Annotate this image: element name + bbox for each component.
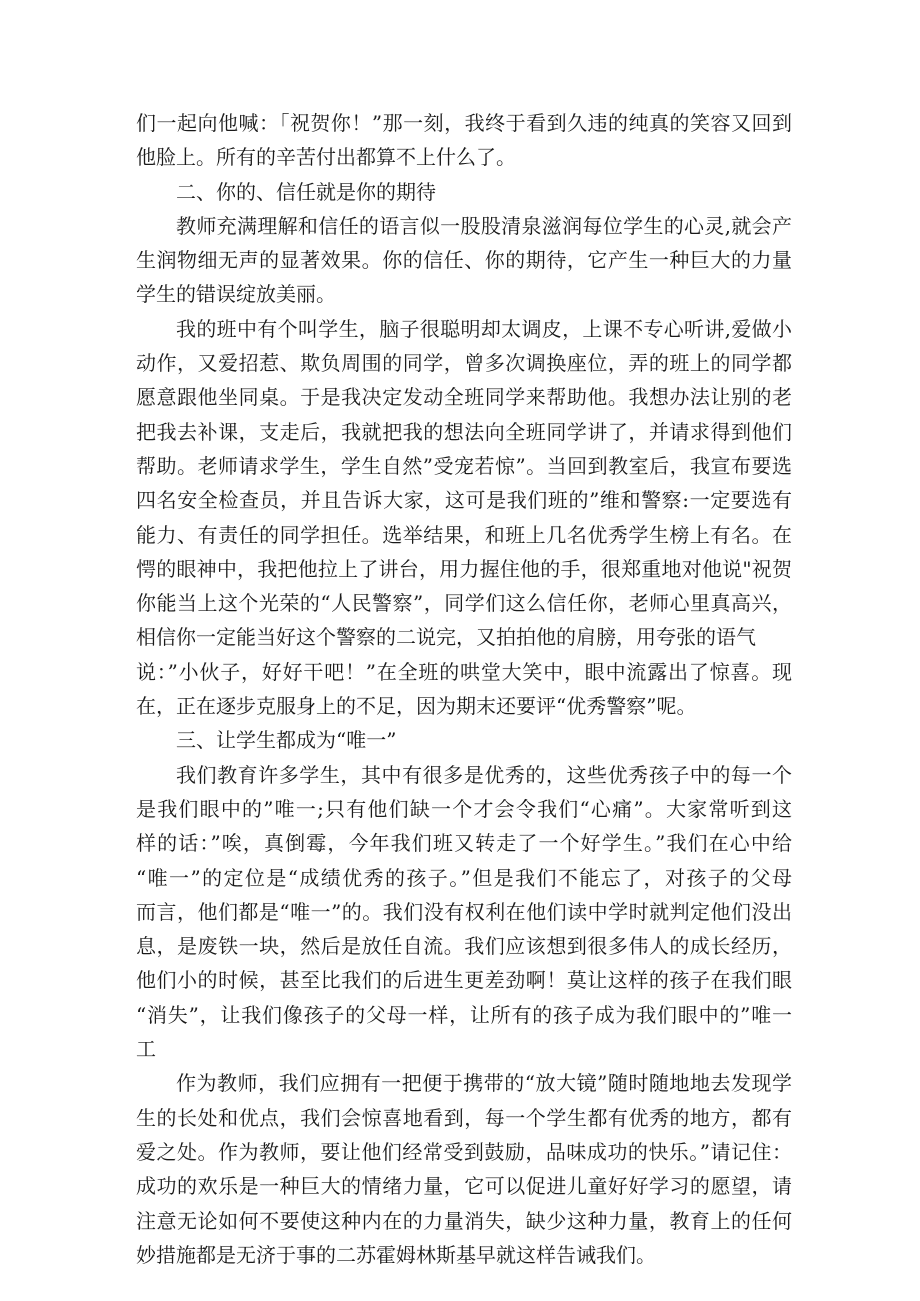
text-line: 他脸上。所有的辛苦付出都算不上什么了。: [136, 145, 516, 170]
text-line: 生的长处和优点，我们会惊喜地看到，每一个学生都有优秀的地方，都有: [136, 1105, 792, 1130]
text-line: 们一起向他喊：「祝贺你！”那一刻，我终于看到久违的纯真的笑容又回到: [136, 111, 792, 135]
text-line: 愕的眼神中，我把他拉上了讲台，用力握住他的手，很郑重地对他说"祝贺: [136, 556, 792, 581]
document-body: [136, 106, 792, 1272]
text-line: 说：”小伙子，好好干吧！”在全班的哄堂大笑中，眼中流露出了惊喜。现: [136, 659, 792, 684]
text-line: 爱之处。作为教师，要让他们经常受到鼓励，品味成功的快乐。”请记住：: [136, 1139, 792, 1164]
text-line: 帮助。老师请求学生，学生自然”受宠若惊”。当回到教室后，我宣布要选: [136, 453, 792, 478]
text-line: “唯一”的定位是“成绩优秀的孩子。”但是我们不能忘了，对孩子的父母: [136, 865, 792, 890]
text-line: 作为教师，我们应拥有一把便于携带的“放大镜”随时随地地去发现学: [176, 1071, 792, 1096]
text-line: 成功的欢乐是一种巨大的情绪力量，它可以促进儿童好好学习的愿望，请: [136, 1174, 792, 1199]
text-line: 你能当上这个光荣的“人民警察”，同学们这么信任你，老师心里真高兴，: [136, 591, 792, 616]
text-line: 二、你的、信任就是你的期待: [176, 179, 436, 204]
text-line: 生润物细无声的显著效果。你的信任、你的期待，它产生一种巨大的力量: [136, 248, 792, 273]
text-line: 相信你一定能当好这个警察的二说完，又拍拍他的肩膀，用夸张的语气: [136, 625, 756, 650]
text-line: “消失”，让我们像孩子的父母一样，让所有的孩子成为我们眼中的”唯一: [136, 1002, 792, 1027]
text-line: 愿意跟他坐同桌。于是我决定发动全班同学来帮助他。我想办法让别的老: [136, 385, 792, 410]
text-line: 我们教育许多学生，其中有很多是优秀的，这些优秀孩子中的每一个: [176, 762, 792, 787]
text-line: 教师充满理解和信任的语言似一股股清泉滋润每位学生的心灵,就会产: [176, 213, 792, 238]
text-line: 学生的错误绽放美丽。: [136, 282, 336, 307]
text-line: 是我们眼中的”唯一;只有他们缺一个才会令我们“心痛”。大家常听到这: [136, 796, 792, 821]
text-line: 而言，他们都是“唯一”的。我们没有权利在他们读中学时就判定他们没出: [136, 899, 792, 924]
text-line: 息，是废铁一块，然后是放任自流。我们应该想到很多伟人的成长经历，: [136, 934, 792, 959]
text-line: 把我去补课，支走后，我就把我的想法向全班同学讲了，并请求得到他们: [136, 419, 792, 444]
text-line: 注意无论如何不要使这种内在的力量消失，缺少这种力量，教育上的任何: [136, 1208, 792, 1233]
text-line: 妙措施都是无济于事的二苏霍姆林斯基早就这样告诫我们。: [136, 1242, 656, 1267]
text-line: 他们小的时候，甚至比我们的后进生更差劲啊！莫让这样的孩子在我们眼: [136, 968, 792, 993]
text-line: 四名安全检查员，并且告诉大家，这可是我们班的”维和警察:一定要选有: [136, 488, 792, 513]
text-line: 在，正在逐步克服身上的不足，因为期末还要评“优秀警察”呢。: [136, 694, 697, 719]
text-line: 工: [136, 1037, 156, 1062]
text-line: 能力、有责任的同学担任。选举结果，和班上几名优秀学生榜上有名。在: [136, 522, 792, 547]
text-line: 我的班中有个叫学生，脑子很聪明却太调皮，上课不专心听讲,爱做小: [176, 316, 792, 341]
text-line: 样的话：”唉，真倒霉，今年我们班又转走了一个好学生。”我们在心中给: [136, 831, 792, 856]
text-line: 动作，又爱招惹、欺负周围的同学，曾多次调换座位，弄的班上的同学都: [136, 351, 792, 376]
text-line: 三、让学生都成为“唯一”: [176, 728, 397, 753]
